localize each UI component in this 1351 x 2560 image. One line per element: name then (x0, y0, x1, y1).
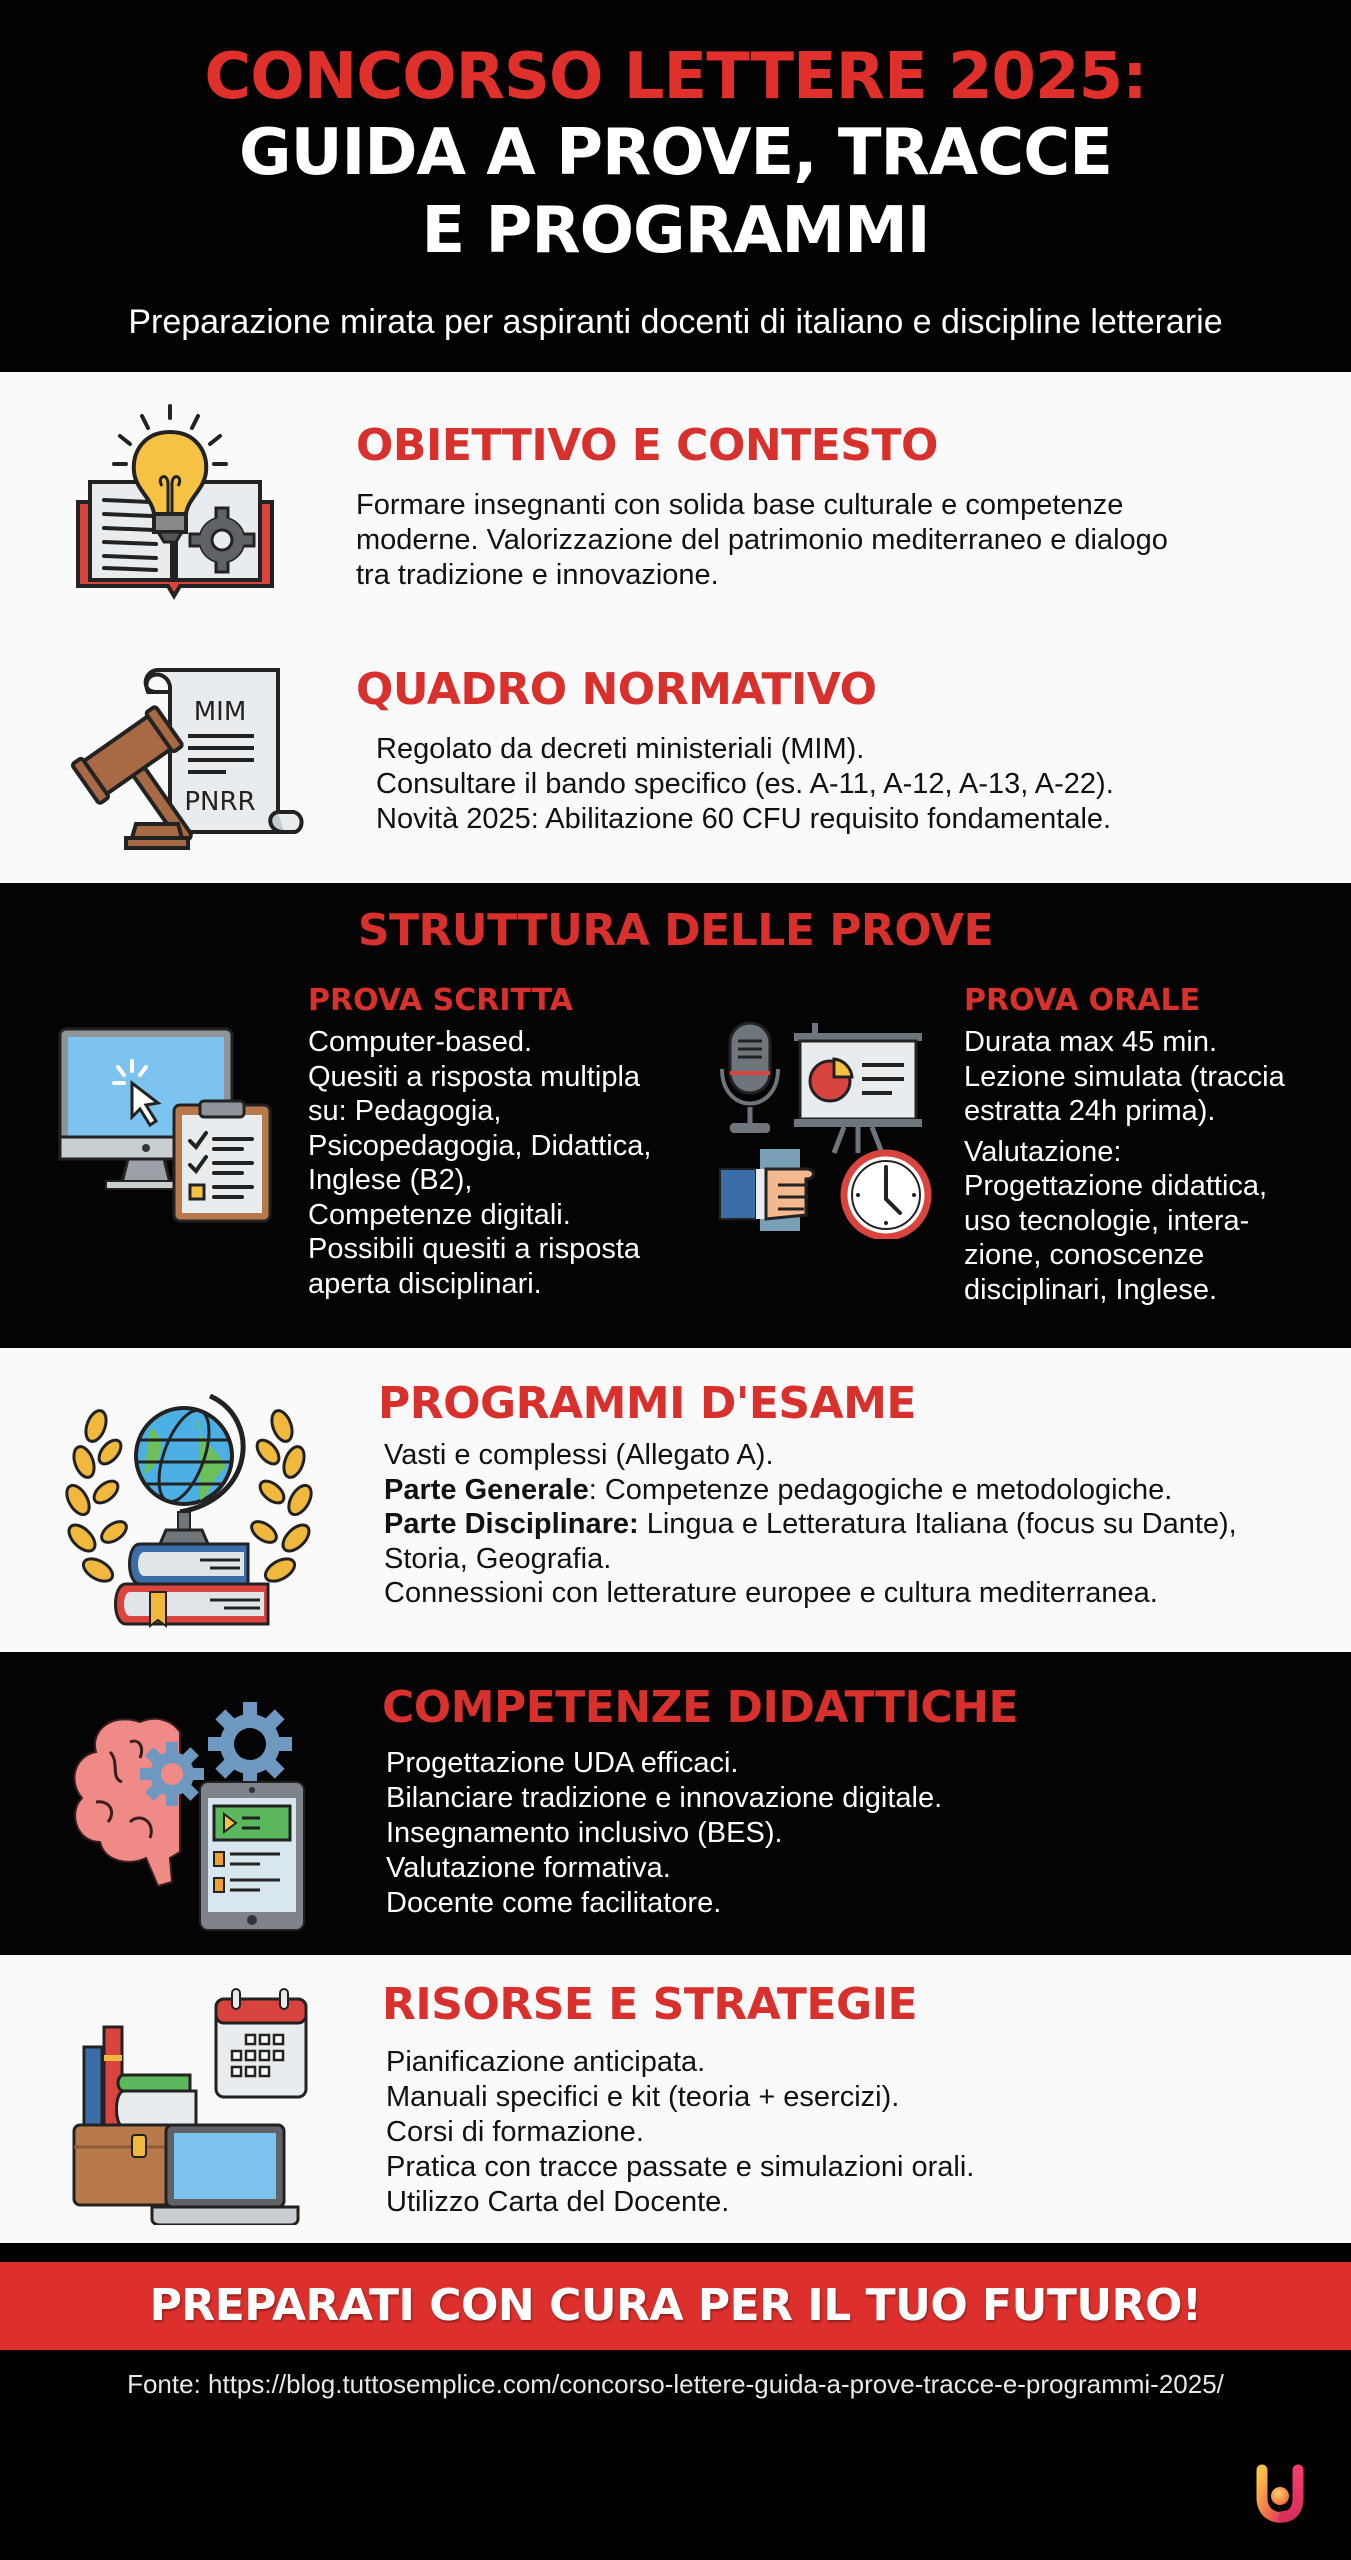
prova-orale-title: PROVA ORALE (964, 983, 1201, 1018)
cta-text: PREPARATI CON CURA PER IL TUO FUTURO! (149, 2280, 1202, 2331)
cta-banner (0, 2262, 1351, 2350)
brain-gears-tablet-icon (60, 1682, 310, 1932)
section-body: Vasti e complessi (Allegato A). Parte Generale: Competenze pedagogiche e metodologiche. Parte Disciplinare: Lingua e Letteratura Italiana (focus su Dante), Storia, Geografia. Connessioni con letterature europee e cultura mediterranea. (384, 1439, 1237, 1609)
section-title: COMPETENZE DIDATTICHE (382, 1682, 1019, 1733)
section-title: STRUTTURA DELLE PROVE (357, 905, 994, 956)
gavel-scroll-icon (48, 662, 308, 852)
prova-scritta-title: PROVA SCRITTA (308, 983, 574, 1018)
section-programmi (0, 1348, 1351, 1652)
section-risorse (0, 1955, 1351, 2243)
section-body: Regolato da decreti ministeriali (MIM). Consultare il bando specifico (es. A-11, A-12, A-13, A-22). Novità 2025: Abilitazione 60 CFU requisito fondamentale. (376, 733, 1114, 835)
section-body: Progettazione UDA efficaci. Bilanciare tradizione e innovazione digitale. Insegnamento inclusivo (BES). Valutazione formativa. Docente come facilitatore. (386, 1747, 943, 1919)
section-body: Formare insegnanti con solida base culturale e competenze moderne. Valorizzazione del patrimonio mediterraneo e dialogo tra tradizione e innovazione. (356, 489, 1168, 591)
section-normativo (0, 640, 1351, 883)
computer-clipboard-icon (56, 1025, 276, 1225)
section-struttura (0, 883, 1351, 1348)
page-title-line-2: GUIDA A PROVE, TRACCE (239, 116, 1112, 190)
microphone-presentation-clock-icon (716, 1019, 946, 1239)
header (0, 0, 1351, 372)
page-subtitle: Preparazione mirata per aspiranti docenti di italiano e discipline letterarie (128, 303, 1223, 341)
section-title: RISORSE E STRATEGIE (382, 1979, 917, 2030)
book-lightbulb-gear-icon (72, 402, 288, 602)
page-title-line-3: E PROGRAMMI (421, 194, 930, 268)
section-obiettivo (0, 372, 1351, 640)
prova-scritta-body: Computer-based. Quesiti a risposta multipla su: Pedagogia, Psicopedagogia, Didattica, Inglese (B2), Competenze digitali. Possibili quesiti a risposta aperta disciplinari. (308, 1026, 652, 1300)
page-title-line-1: CONCORSO LETTERE 2025: (204, 40, 1147, 114)
prova-orale-body: Durata max 45 min. Lezione simulata (traccia estratta 24h prima). Valutazione: Progettazione didattica, uso tecnologie, intera- zione, conoscenze disciplinari, Inglese. (964, 1026, 1285, 1306)
svg-text:MIM: MIM (193, 697, 247, 727)
globe-books-laurel-icon (60, 1388, 320, 1628)
section-body: Pianificazione anticipata. Manuali specifici e kit (teoria + esercizi). Corsi di formazione. Pratica con tracce passate e simulazioni orali. Utilizzo Carta del Docente. (386, 2046, 975, 2218)
section-title: PROGRAMMI D'ESAME (378, 1378, 916, 1429)
tuttosemplice-u-logo-icon (1250, 2460, 1314, 2524)
section-title: QUADRO NORMATIVO (356, 664, 877, 715)
books-calendar-laptop-icon (66, 1985, 316, 2225)
source-link[interactable]: Fonte: https://blog.tuttosemplice.com/concorso-lettere-guida-a-prove-tracce-e-programmi-2025/ (127, 2369, 1224, 2399)
section-competenze (0, 1652, 1351, 1955)
svg-text:PNRR: PNRR (184, 787, 256, 817)
section-title: OBIETTIVO E CONTESTO (356, 420, 938, 471)
